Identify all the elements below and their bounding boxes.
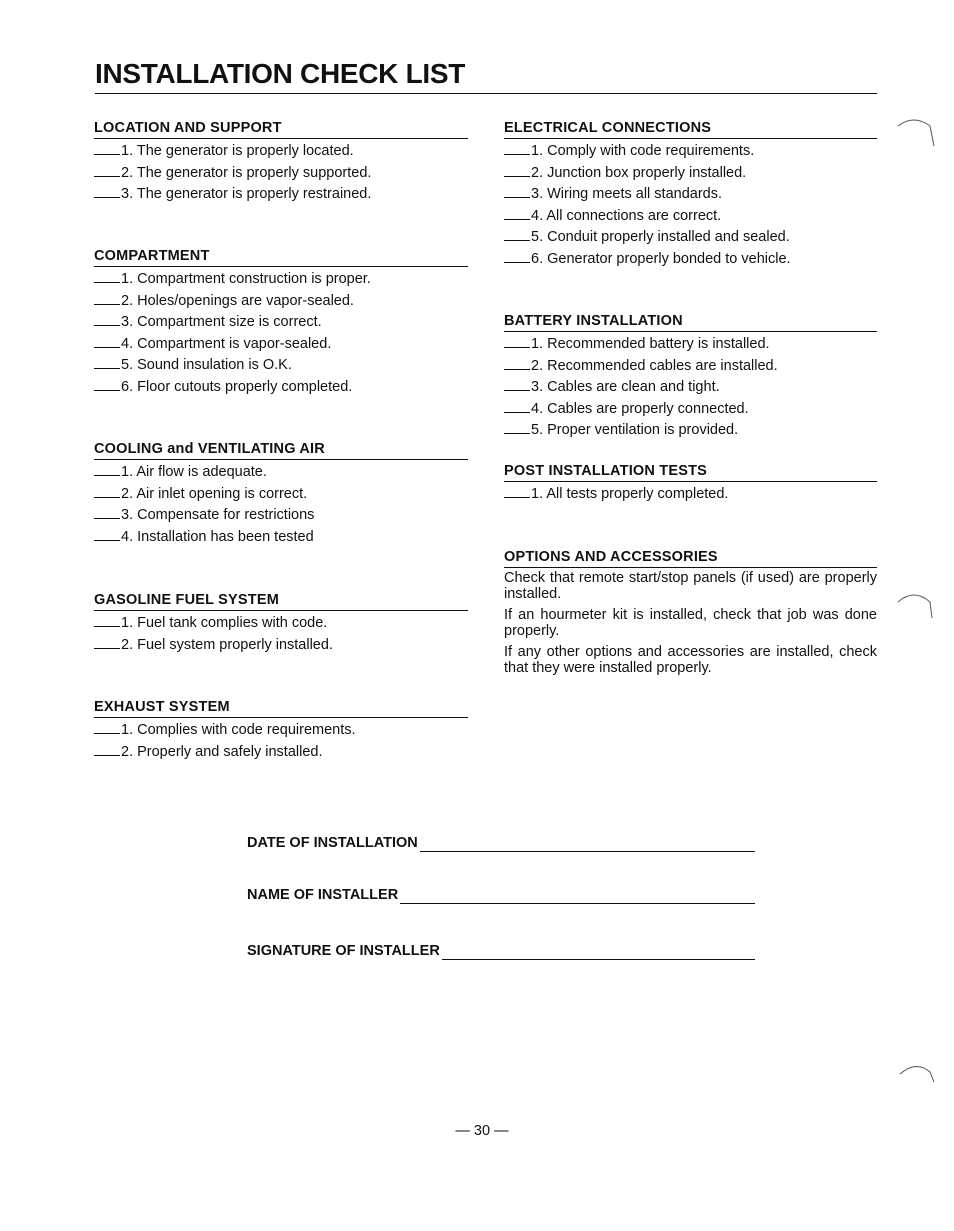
checklist-item xyxy=(94,505,468,527)
checklist-item xyxy=(504,163,877,185)
check-blank[interactable] xyxy=(504,336,530,348)
checklist-item xyxy=(504,377,877,399)
name-input-line[interactable] xyxy=(400,887,755,904)
item-text: 3. Compartment size is correct. xyxy=(121,314,322,330)
item-text: 6. Generator properly bonded to vehicle. xyxy=(531,250,791,267)
item-text: 6. Floor cutouts properly completed. xyxy=(121,378,353,395)
check-blank[interactable] xyxy=(504,486,530,498)
check-blank[interactable] xyxy=(504,143,530,155)
check-blank[interactable] xyxy=(94,165,120,177)
check-blank[interactable] xyxy=(94,186,120,198)
checklist-item xyxy=(504,249,877,271)
signature-input-line[interactable] xyxy=(442,943,755,960)
check-blank[interactable] xyxy=(94,357,120,369)
checklist-item xyxy=(94,184,468,206)
section-exhaust xyxy=(94,699,468,763)
checklist xyxy=(94,269,468,398)
checklist-item xyxy=(94,377,468,399)
checklist-item xyxy=(504,484,877,506)
section-heading: ELECTRICAL CONNECTIONS xyxy=(504,120,877,139)
check-blank[interactable] xyxy=(504,379,530,391)
item-text: 2. The generator is properly supported. xyxy=(121,164,372,181)
field-label: DATE OF INSTALLATION xyxy=(247,835,418,851)
check-blank[interactable] xyxy=(94,486,120,498)
check-blank[interactable] xyxy=(94,336,120,348)
item-text: 4. Compartment is vapor-sealed. xyxy=(121,335,332,352)
name-of-installer-field xyxy=(247,887,755,904)
item-text: 1. Comply with code requirements. xyxy=(531,143,755,159)
binder-hole-mark-icon xyxy=(896,1060,938,1096)
section-electrical xyxy=(504,120,877,270)
checklist-item xyxy=(504,227,877,249)
checklist-item xyxy=(504,420,877,442)
checklist-item xyxy=(94,742,468,764)
section-post-tests xyxy=(504,463,877,506)
checklist-item xyxy=(94,163,468,185)
item-text: 1. Fuel tank complies with code. xyxy=(121,615,328,631)
item-text: 1. All tests properly completed. xyxy=(531,486,729,502)
checklist-item xyxy=(94,269,468,291)
check-blank[interactable] xyxy=(504,208,530,220)
check-blank[interactable] xyxy=(504,165,530,177)
check-blank[interactable] xyxy=(94,314,120,326)
section-options xyxy=(504,549,877,682)
checklist-item xyxy=(94,635,468,657)
checklist xyxy=(504,141,877,270)
item-text: 1. Air flow is adequate. xyxy=(121,464,267,480)
section-compartment xyxy=(94,248,468,398)
item-text: 5. Conduit properly installed and sealed. xyxy=(531,229,790,245)
item-text: 4. Installation has been tested xyxy=(121,528,314,545)
section-heading: COOLING and VENTILATING AIR xyxy=(94,441,468,460)
check-blank[interactable] xyxy=(94,143,120,155)
item-text: 3. Wiring meets all standards. xyxy=(531,186,722,202)
section-heading: POST INSTALLATION TESTS xyxy=(504,463,877,482)
section-heading: COMPARTMENT xyxy=(94,248,468,267)
item-text: 2. Recommended cables are installed. xyxy=(531,357,778,374)
check-blank[interactable] xyxy=(94,507,120,519)
checklist xyxy=(94,720,468,763)
checklist xyxy=(504,334,877,442)
check-blank[interactable] xyxy=(94,722,120,734)
check-blank[interactable] xyxy=(504,186,530,198)
checklist xyxy=(94,141,468,206)
section-heading: GASOLINE FUEL SYSTEM xyxy=(94,592,468,611)
field-label: SIGNATURE OF INSTALLER xyxy=(247,943,440,959)
item-text: 2. Junction box properly installed. xyxy=(531,164,747,181)
check-blank[interactable] xyxy=(504,251,530,263)
check-blank[interactable] xyxy=(94,271,120,283)
check-blank[interactable] xyxy=(94,637,120,649)
checklist-item xyxy=(504,184,877,206)
section-heading: BATTERY INSTALLATION xyxy=(504,313,877,332)
section-battery xyxy=(504,313,877,442)
section-location-support xyxy=(94,120,468,206)
checklist xyxy=(94,613,468,656)
binder-hole-mark-icon xyxy=(894,588,938,628)
signature-of-installer-field xyxy=(247,943,755,960)
options-paragraph: Check that remote start/stop panels (if used) are properly installed. xyxy=(504,570,877,602)
check-blank[interactable] xyxy=(504,401,530,413)
item-text: 2. Air inlet opening is correct. xyxy=(121,485,308,502)
item-text: 1. Recommended battery is installed. xyxy=(531,336,770,352)
date-input-line[interactable] xyxy=(420,835,755,852)
check-blank[interactable] xyxy=(504,422,530,434)
options-paragraph: If an hourmeter kit is installed, check that job was done properly. xyxy=(504,607,877,639)
item-text: 2. Holes/openings are vapor-sealed. xyxy=(121,292,354,309)
item-text: 4. Cables are properly connected. xyxy=(531,400,749,417)
item-text: 1. Compartment construction is proper. xyxy=(121,271,371,287)
date-of-installation-field xyxy=(247,835,755,852)
item-text: 4. All connections are correct. xyxy=(531,207,722,224)
checklist-item xyxy=(94,484,468,506)
check-blank[interactable] xyxy=(94,464,120,476)
item-text: 2. Fuel system properly installed. xyxy=(121,636,333,653)
check-blank[interactable] xyxy=(504,229,530,241)
page-number: — 30 — xyxy=(455,1123,509,1139)
checklist-item xyxy=(94,334,468,356)
checklist-item xyxy=(94,291,468,313)
checklist-item xyxy=(94,462,468,484)
check-blank[interactable] xyxy=(94,293,120,305)
checklist-item xyxy=(94,355,468,377)
checklist-item xyxy=(504,334,877,356)
item-text: 5. Proper ventilation is provided. xyxy=(531,422,739,438)
field-label: NAME OF INSTALLER xyxy=(247,887,399,903)
section-cooling-air xyxy=(94,441,468,548)
check-blank[interactable] xyxy=(94,615,120,627)
item-text: 3. The generator is properly restrained. xyxy=(121,186,372,202)
binder-hole-mark-icon xyxy=(894,116,938,156)
checklist-item xyxy=(94,527,468,549)
section-heading: EXHAUST SYSTEM xyxy=(94,699,468,718)
section-gasoline-fuel xyxy=(94,592,468,656)
check-blank[interactable] xyxy=(504,358,530,370)
options-paragraph: If any other options and accessories are installed, check that they were installed properly. xyxy=(504,644,877,676)
checklist-item xyxy=(94,141,468,163)
check-blank[interactable] xyxy=(94,529,120,541)
item-text: 2. Properly and safely installed. xyxy=(121,743,323,760)
item-text: 3. Cables are clean and tight. xyxy=(531,379,720,395)
item-text: 5. Sound insulation is O.K. xyxy=(121,357,292,373)
checklist-item xyxy=(504,399,877,421)
section-heading: LOCATION AND SUPPORT xyxy=(94,120,468,139)
item-text: 1. Complies with code requirements. xyxy=(121,722,356,738)
page-title: INSTALLATION CHECK LIST xyxy=(95,58,877,94)
checklist xyxy=(94,462,468,548)
item-text: 1. The generator is properly located. xyxy=(121,143,354,159)
section-heading: OPTIONS AND ACCESSORIES xyxy=(504,549,877,568)
checklist-item xyxy=(504,206,877,228)
checklist-item xyxy=(504,356,877,378)
check-blank[interactable] xyxy=(94,744,120,756)
checklist-item xyxy=(94,312,468,334)
checklist-item xyxy=(94,613,468,635)
item-text: 3. Compensate for restrictions xyxy=(121,507,315,523)
check-blank[interactable] xyxy=(94,379,120,391)
checklist-item xyxy=(94,720,468,742)
checklist-item xyxy=(504,141,877,163)
checklist xyxy=(504,484,877,506)
